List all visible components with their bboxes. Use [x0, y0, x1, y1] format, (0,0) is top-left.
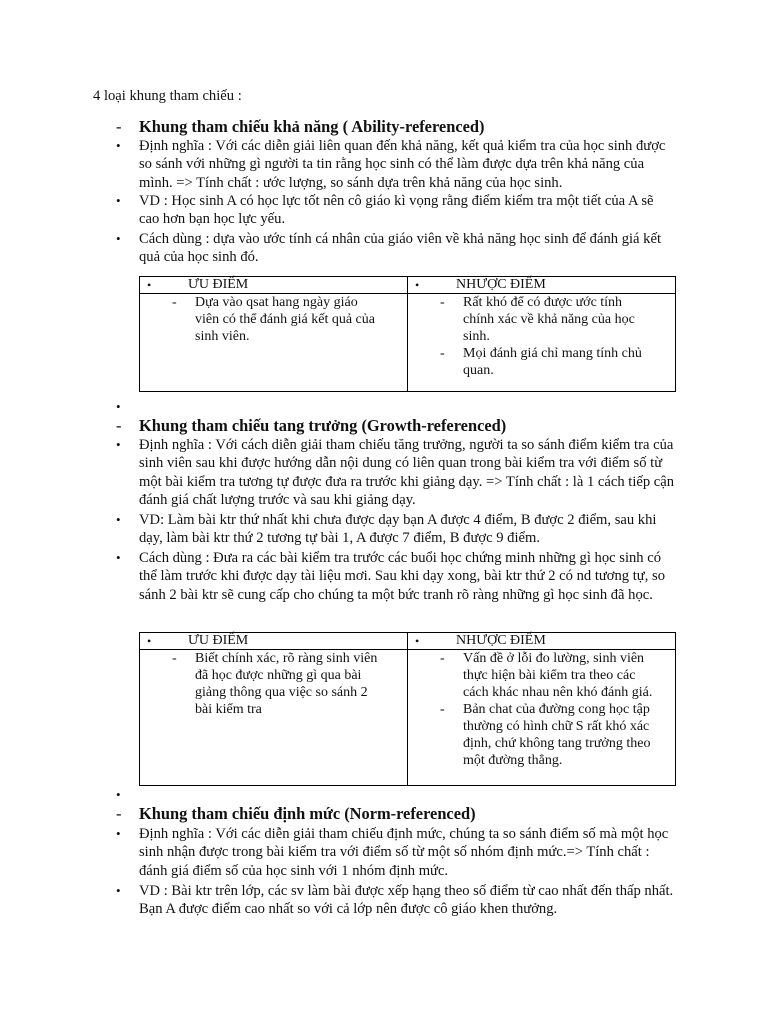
section-title-text: Khung tham chiếu tang trưởng (Growth-referenced): [139, 416, 507, 435]
empty-bullet: •: [116, 399, 121, 414]
bullet-example: [116, 192, 676, 229]
bullet-example: [116, 882, 676, 919]
bullet-text: Định nghĩa : Với các diễn giải liên quan đến khả năng, kết quả kiểm tra của học sinh được so sánh với những gì người ta tin rằng học sinh có thể làm được dựa trên khả năng của mình. => Tính chất : ước lượng, so sánh dựa trên khả năng của học sinh.: [139, 138, 666, 191]
bullet-dot: •: [116, 512, 121, 527]
pros-item-text: Dựa vào qsat hang ngày giáo viên có thể đánh giá kết quả của sinh viên.: [195, 295, 375, 344]
empty-bullet: •: [116, 787, 121, 802]
cons-item: [408, 701, 675, 769]
pros-header-cell: [140, 633, 408, 650]
cons-header-cell: [408, 633, 676, 650]
intro-line: 4 loại khung tham chiếu :: [93, 88, 242, 104]
section-title-text: Khung tham chiếu định mức (Norm-referenced): [139, 804, 476, 823]
bullet-definition: [116, 825, 676, 880]
bullet-dot: •: [415, 634, 420, 648]
dash-marker: -: [116, 804, 122, 823]
dash-marker: -: [440, 651, 445, 666]
section-title-text: Khung tham chiếu khả năng ( Ability-referenced): [139, 117, 485, 136]
bullet-dot: •: [116, 826, 121, 841]
bullet-dot: •: [147, 278, 152, 292]
dash-marker: -: [172, 295, 177, 310]
pros-item: [140, 650, 407, 718]
dash-marker: -: [172, 651, 177, 666]
cons-item-text: Mọi đánh giá chỉ mang tính chủ quan.: [463, 346, 642, 378]
bullet-text: VD: Làm bài ktr thứ nhất khi chưa được dạy bạn A được 4 điểm, B được 2 điểm, sau khi dạy, làm bài ktr thứ 2 tương tự bài 1, A được 7 điểm, B được 9 điểm.: [139, 512, 657, 547]
bullet-dot: •: [415, 278, 420, 292]
pros-cell: [140, 294, 408, 392]
dash-marker: -: [116, 416, 122, 435]
bullet-definition: [116, 137, 676, 192]
bullet-usage: [116, 549, 676, 604]
bullet-dot: •: [116, 193, 121, 208]
section-title-ability: [116, 117, 484, 136]
bullet-text: Cách dùng : Đưa ra các bài kiểm tra trước các buổi học chứng minh những gì học sinh có thể làm trước khi được dạy tài liệu mơi. Sau khi dạy xong, bài ktr thứ 2 có nd tương tự, so sánh 2 bài ktr sẽ cung cấp cho chúng ta một bức tranh rõ ràng những gì học sinh đã học.: [139, 550, 665, 603]
cons-item: [408, 294, 675, 345]
pros-header: ƯU ĐIỂM: [188, 633, 249, 648]
pros-cons-table-ability: [139, 276, 676, 392]
bullet-text: Định nghĩa : Với cách diễn giải tham chiếu tăng trưởng, người ta so sánh điểm kiểm tra của sinh viên sau khi được hướng dẫn nội dung có liên quan trong bài kiểm tra với điểm số từ một bài kiểm tra tương tự được đưa ra trước khi giảng dạy. => Tính chất : là 1 cách tiếp cận đánh giá chất lượng trước và sau khi giảng dạy.: [139, 437, 675, 509]
cons-item: [408, 345, 675, 379]
dash-marker: -: [440, 346, 445, 361]
bullet-usage: [116, 230, 676, 267]
bullet-dot: •: [116, 231, 121, 246]
bullet-dot: •: [116, 437, 121, 452]
bullet-text: Định nghĩa : Với các diễn giải tham chiếu định mức, chúng ta so sánh điểm số mà một học sinh nhận được trong bài kiểm tra với điểm số từ một số nhóm định mức.=> Tính chất : đánh giá điểm số của học sinh với 1 nhóm định mức.: [139, 826, 669, 879]
cons-item-text: Vấn đề ở lỗi đo lường, sinh viên thực hiện bài kiểm tra theo các cách khác nhau nên khó đánh giá.: [463, 651, 653, 700]
dash-marker: -: [440, 295, 445, 310]
pros-header: ƯU ĐIỂM: [188, 277, 249, 292]
cons-header: NHƯỢC ĐIỂM: [456, 633, 546, 648]
bullet-dot: •: [116, 138, 121, 153]
bullet-text: VD : Bài ktr trên lớp, các sv làm bài được xếp hạng theo số điểm từ cao nhất đến thấp nhất. Bạn A được điểm cao nhất so với cả lớp nên được cô giáo khen thưởng.: [139, 883, 674, 918]
bullet-dot: •: [116, 883, 121, 898]
pros-cell: [140, 650, 408, 786]
bullet-text: VD : Học sinh A có học lực tốt nên cô giáo kì vọng rằng điểm kiểm tra một tiết của A sẽ cao hơn bạn học lực yếu.: [139, 193, 654, 228]
section-title-norm: [116, 804, 476, 823]
dash-marker: -: [116, 117, 122, 136]
dash-marker: -: [440, 702, 445, 717]
pros-cons-table-growth: [139, 632, 676, 786]
pros-item: [140, 294, 407, 345]
bullet-text: Cách dùng : dựa vào ước tính cá nhân của giáo viên về khả năng học sinh để đánh giá kết quả của học sinh đó.: [139, 231, 661, 266]
bullet-example: [116, 511, 676, 548]
bullet-definition: [116, 436, 676, 510]
cons-header: NHƯỢC ĐIỂM: [456, 277, 546, 292]
bullet-dot: •: [147, 634, 152, 648]
pros-header-cell: [140, 277, 408, 294]
cons-item-text: Bản chat của đường cong học tập thường có hình chữ S rất khó xác định, chứ không tang trưởng theo một đường thẳng.: [463, 702, 651, 768]
cons-header-cell: [408, 277, 676, 294]
section-title-growth: [116, 416, 506, 435]
cons-item: [408, 650, 675, 701]
bullet-dot: •: [116, 550, 121, 565]
cons-cell: [408, 650, 676, 786]
pros-item-text: Biết chính xác, rõ ràng sinh viên đã học được những gì qua bài giảng thông qua việc so sánh 2 bài kiểm tra: [195, 651, 378, 717]
cons-cell: [408, 294, 676, 392]
cons-item-text: Rất khó để có được ước tính chính xác về khả năng của học sinh.: [463, 295, 635, 344]
